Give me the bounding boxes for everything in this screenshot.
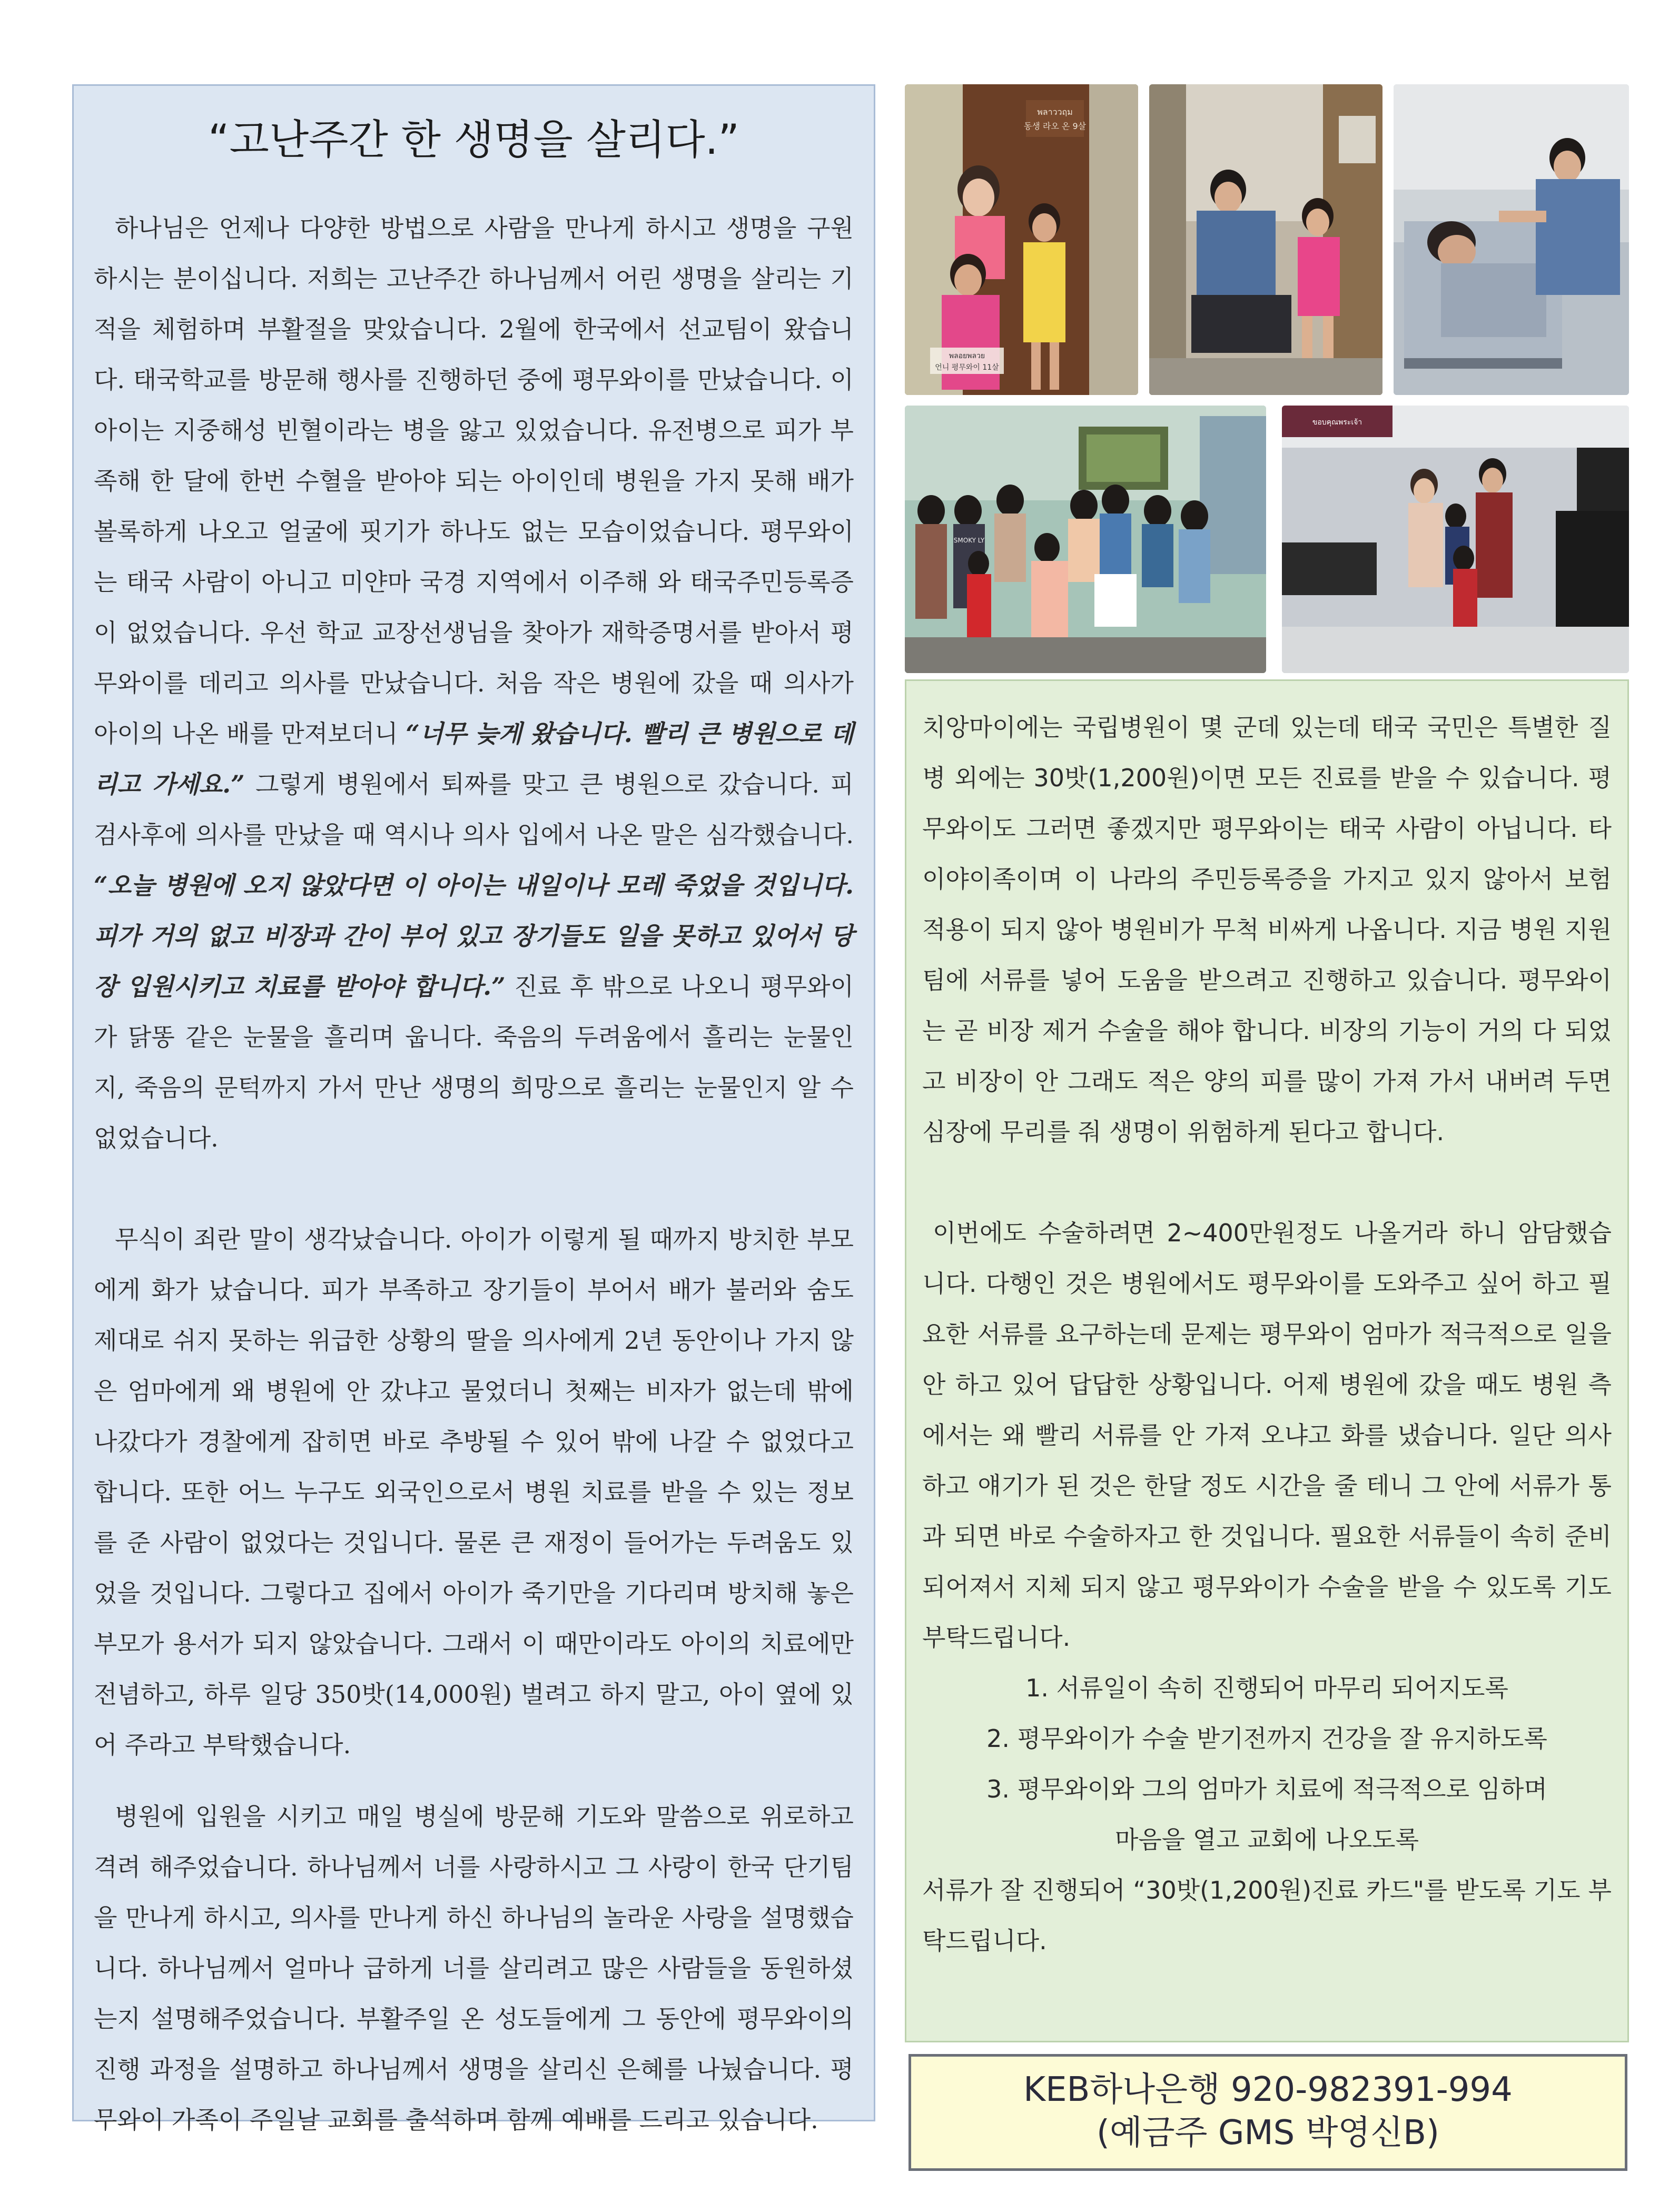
photo-hospital-bed: [1394, 84, 1629, 395]
doctor-quote-2: “오늘 병원에 오지 않았다면 이 아이는 내일이나 모레 죽었을 것입니다. 피가 거의 없고 비장과 간이 부어 있고 장기들도 일을 못하고 있어서 당장 입원시키고 치료를 받아야 합니다.”: [94, 871, 854, 1001]
article-text: 무식이 죄란 말이 생각났습니다. 아이가 이렇게 될 때까지 방치한 부모에게 화가 났습니다. 피가 부족하고 장기들이 부어서 배가 불러와 숨도 제대로 쉬지 못하는 위급한 상황의 딸을 의사에게 2년 동안이나 가지 않은 엄마에게 왜 병원에 안 갔냐고 물었더니 첫째는 비자가 없는데 밖에 나갔다가 경찰에게 잡히면 바로 추방될 수 있어 밖에 나갈 수 없었다고 합니다. 또한 어느 누구도 외국인으로서 병원 치료를 받을 수 있는 정보를 준 사람이 없었다는 것입니다. 물론 큰 재정이 들어가는 두려움도 있었을 것입니다. 그렇다고 집에서 아이가 죽기만을 기다리며 방치해 놓은 부모가 용서가 되지 않았습니다. 그래서 이 때만이라도 아이의 치료에만 전념하고, 하루 일당 350밧(14,000원) 벌려고 하지 말고, 아이 옆에 있어 주라고 부탁했습니다.: [94, 1225, 854, 1759]
prayer-item-3: 3. 평무와이와 그의 엄마가 치료에 적극적으로 임하며: [986, 1775, 1547, 1803]
tshirt-print: SMOKY LY: [953, 537, 985, 544]
article-text: 하나님은 언제나 다양한 방법으로 사람을 만나게 하시고 생명을 구원하시는 분이십니다. 저희는 고난주간 하나님께서 어린 생명을 살리는 기적을 체험하며 부활절을 맞았습니다. 2월에 한국에서 선교팀이 왔습니다. 태국학교를 방문해 행사를 진행하던 중에 평무와이를 만났습니다. 이 아이는 지중해성 빈혈이라는 병을 앓고 있었습니다. 유전병으로 피가 부족해 한 달에 한번 수혈을 받아야 되는 아이인데 병원을 가지 못해 배가 볼록하게 나오고 얼굴에 핏기가 하나도 없는 모습이었습니다. 평무와이는 태국 사람이 아니고 미얀마 국경 지역에서 이주해 와 태국주민등록증이 없었습니다. 우선 학교 교장선생님을 찾아가 재학증명서를 받아서 평무와이를 데리고 의사를 만났습니다. 처음 작은 병원에 갔을 때 의사가 아이의 나온 배를 만져보더니: [94, 214, 854, 748]
article-panel: [72, 84, 875, 2134]
hospital-cost-paragraph: 치앙마이에는 국립병원이 몇 군데 있는데 태국 국민은 특별한 질병 외에는 30밧(1,200원)이면 모든 진료를 받을 수 있습니다. 평무와이도 그러면 좋겠지만 평무와이는 태국 사람이 아닙니다. 타이야이족이며 이 나라의 주민등록증을 가지고 있지 않아서 보험 적용이 되지 않아 병원비가 무척 비싸게 나옵니다. 지금 병원 지원팀에 서류를 넣어 도움을 받으려고 진행하고 있습니다. 평무와이는 곧 비장 제거 수술을 해야 합니다. 비장의 기능이 거의 다 되었고 비장이 안 그래도 적은 양의 피를 많이 가져 가서 내버려 두면 심장에 무리를 줘 생명이 위험하게 된다고 합니다.: [922, 713, 1612, 1146]
article-text: 병원에 입원을 시키고 매일 병실에 방문해 기도와 말씀으로 위로하고 격려 해주었습니다. 하나님께서 너를 사랑하시고 그 사랑이 한국 단기팀을 만나게 하시고, 의사를 만나게 하신 하나님의 놀라운 사랑을 설명했습니다. 하나님께서 얼마나 급하게 너를 살리려고 많은 사람들을 동원하셨는지 설명해주었습니다. 부활주일 온 성도들에게 그 동안에 평무와이의 진행 과정을 설명하고 하나님께서 생명을 살리신 은혜를 나눴습니다. 평무와이 가족이 주일날 교회를 출석하며 함께 예배를 드리고 있습니다.: [94, 1802, 854, 2134]
closing-request: 서류가 잘 진행되어 “30밧(1,200원)진료 카드"를 받도록 기도 부탁드립니다.: [922, 1876, 1612, 1955]
article-paragraph-2: [94, 1214, 854, 1770]
article-title: “고난주간 한 생명을 살리다.”: [208, 116, 739, 164]
prayer-request-body: [922, 702, 1612, 1966]
church-banner: ขอบคุณพระเจ้า: [1312, 418, 1362, 427]
name-sign-top: พลอยพลวย: [949, 352, 985, 360]
doctor-quote-1: “너무 늦게 왔습니다. 빨리 큰 병원으로 데리고 가세요.”: [94, 719, 854, 798]
door-sign-bottom: 동생 라오 온 9살: [1023, 121, 1087, 131]
prayer-request-panel: [905, 679, 1629, 2042]
article-paragraph-1: [94, 203, 854, 1163]
bank-account-box: [908, 2054, 1627, 2171]
article-body: [94, 203, 854, 2145]
name-sign-bottom: 언니 평무와이 11살: [935, 363, 999, 372]
prayer-item-3-continued: 마음을 열고 교회에 나오도록: [1114, 1825, 1419, 1854]
article-paragraph-3: [94, 1791, 854, 2145]
prayer-item-2: 2. 평무와이가 수술 받기전까지 건강을 잘 유지하도록: [986, 1724, 1547, 1753]
photo-church-group: [1282, 406, 1629, 673]
bank-account-number: KEB하나은행 920-982391-994: [1023, 2070, 1513, 2109]
article-text: 진료 후 밖으로 나오니 평무와이가 닭똥 같은 눈물을 흘리며 웁니다. 죽음의 두려움에서 흘리는 눈물인지, 죽음의 문턱까지 가서 만난 생명의 희망으로 흘리는 눈물인지 알 수 없었습니다.: [94, 972, 854, 1152]
photo-girls-at-door: [905, 84, 1138, 395]
prayer-item-1: 1. 서류일이 속히 진행되어 마무리 되어지도록: [1025, 1674, 1508, 1702]
door-sign-top: พลาววฤม: [1037, 107, 1073, 117]
photo-group-with-certificate: [905, 406, 1266, 673]
bank-account-holder: (예금주 GMS 박영신B): [1097, 2114, 1439, 2152]
article-text: 그렇게 병원에서 퇴짜를 맞고 큰 병원으로 갔습니다. 피 검사후에 의사를 만났을 때 역시나 의사 입에서 나온 말은 심각했습니다.: [94, 770, 854, 849]
surgery-paragraph: 이번에도 수술하려면 2~400만원정도 나올거라 하니 암담했습니다. 다행인 것은 병원에서도 평무와이를 도와주고 싶어 하고 필요한 서류를 요구하는데 문제는 평무와이 엄마가 적극적으로 일을 안 하고 있어 답답한 상황입니다. 어제 병원에 갔을 때도 병원 측에서는 왜 빨리 서류를 안 가져 오냐고 화를 냈습니다. 일단 의사하고 얘기가 된 것은 한달 정도 시간을 줄 테니 그 안에 서류가 통과 되면 바로 수술하자고 한 것입니다. 필요한 서류들이 속히 준비 되어져서 지체 되지 않고 평무와이가 수술을 받을 수 있도록 기도 부탁드립니다.: [922, 1219, 1612, 1652]
photo-man-with-girl: [1149, 84, 1382, 395]
